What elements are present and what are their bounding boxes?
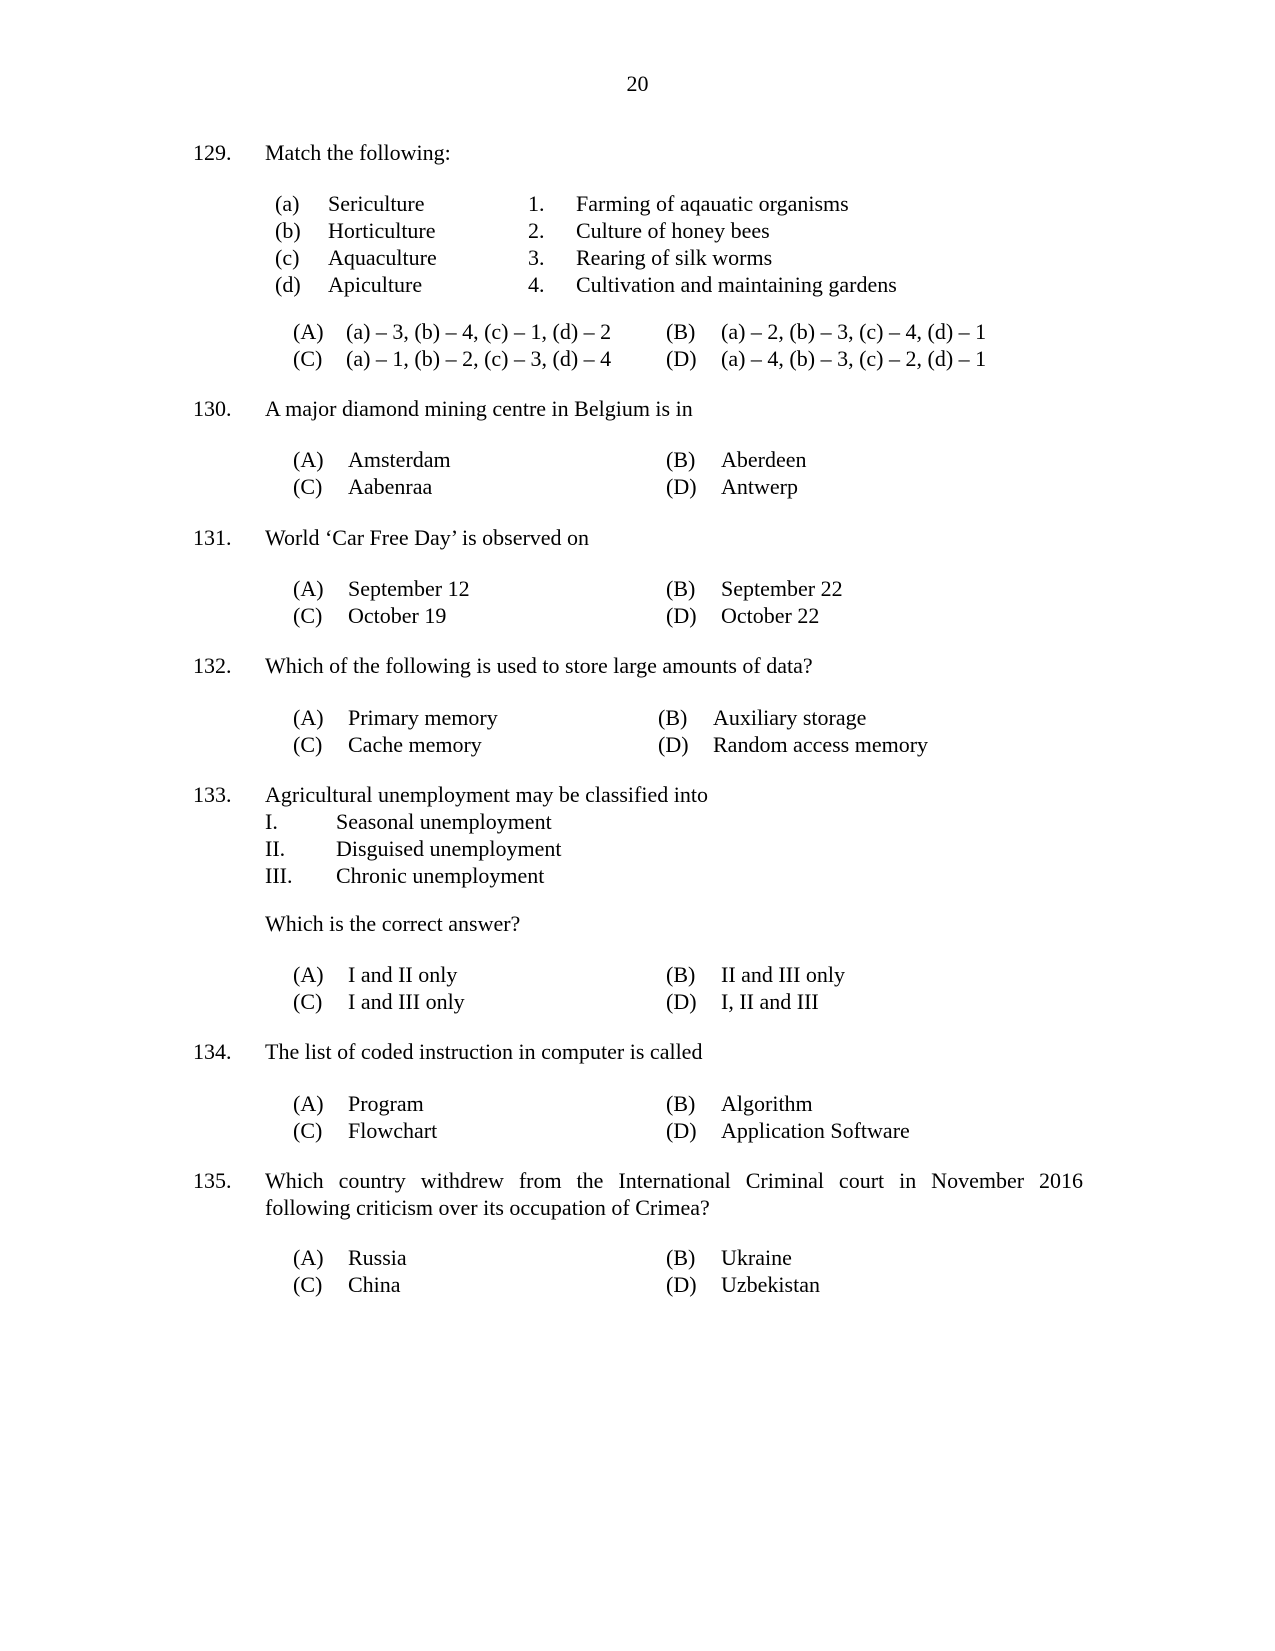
options-135 bbox=[193, 1244, 1083, 1298]
options-131 bbox=[193, 575, 1083, 629]
option-text: October 22 bbox=[721, 603, 820, 628]
option-label: (D) bbox=[666, 1118, 697, 1143]
match-row bbox=[193, 190, 1083, 217]
option-label: (B) bbox=[666, 447, 696, 472]
match-table bbox=[193, 190, 1083, 298]
match-description: Culture of honey bees bbox=[576, 218, 770, 243]
option-label: (C) bbox=[293, 474, 323, 499]
option-text: Random access memory bbox=[713, 732, 929, 757]
option-row bbox=[193, 602, 1083, 629]
option-text: Aabenraa bbox=[348, 474, 433, 499]
question-text-line-2: following criticism over its occupation of Crimea? bbox=[265, 1195, 710, 1220]
question-134 bbox=[193, 1038, 1083, 1065]
option-label: (A) bbox=[293, 1091, 324, 1116]
option-row bbox=[193, 704, 1083, 731]
question-text: Which of the following is used to store large amounts of data? bbox=[265, 653, 813, 678]
option-text: (a) – 1, (b) – 2, (c) – 3, (d) – 4 bbox=[346, 346, 612, 371]
question-number: 132. bbox=[193, 653, 232, 678]
statement-row bbox=[193, 835, 1083, 862]
options-130 bbox=[193, 446, 1083, 500]
option-row bbox=[193, 345, 1083, 372]
option-text: China bbox=[348, 1272, 401, 1297]
option-row bbox=[193, 731, 1083, 758]
option-row bbox=[193, 446, 1083, 473]
option-text: Algorithm bbox=[721, 1091, 813, 1116]
option-label: (A) bbox=[293, 705, 324, 730]
option-label: (C) bbox=[293, 346, 323, 371]
match-number: 1. bbox=[528, 191, 545, 216]
option-text: I, II and III bbox=[721, 989, 819, 1014]
option-label: (A) bbox=[293, 447, 324, 472]
question-number: 134. bbox=[193, 1039, 232, 1064]
option-text: Program bbox=[348, 1091, 424, 1116]
option-row bbox=[193, 961, 1083, 988]
statement-text: Disguised unemployment bbox=[336, 836, 562, 861]
option-label: (C) bbox=[293, 732, 323, 757]
option-row bbox=[193, 1117, 1083, 1144]
match-letter: (d) bbox=[275, 272, 301, 297]
question-prompt: Which is the correct answer? bbox=[265, 911, 521, 936]
option-label: (D) bbox=[658, 732, 689, 757]
option-label: (D) bbox=[666, 1272, 697, 1297]
option-text: September 22 bbox=[721, 576, 843, 601]
match-number: 3. bbox=[528, 245, 545, 270]
match-description: Rearing of silk worms bbox=[576, 245, 773, 270]
option-label: (D) bbox=[666, 989, 697, 1014]
option-label: (B) bbox=[666, 319, 696, 344]
question-text: The list of coded instruction in computer is called bbox=[265, 1039, 703, 1064]
match-description: Cultivation and maintaining gardens bbox=[576, 272, 897, 297]
option-label: (C) bbox=[293, 1118, 323, 1143]
option-label: (A) bbox=[293, 576, 324, 601]
question-133 bbox=[193, 781, 1083, 889]
match-description: Farming of aqauatic organisms bbox=[576, 191, 849, 216]
match-letter: (c) bbox=[275, 245, 300, 270]
option-text: II and III only bbox=[721, 962, 846, 987]
option-text: Antwerp bbox=[721, 474, 798, 499]
question-135 bbox=[193, 1167, 1083, 1221]
match-item: Aquaculture bbox=[328, 245, 437, 270]
option-row bbox=[193, 318, 1083, 345]
match-item: Horticulture bbox=[328, 218, 436, 243]
question-132 bbox=[193, 652, 1083, 679]
statement-row bbox=[193, 808, 1083, 835]
option-label: (B) bbox=[666, 576, 696, 601]
statement-number: III. bbox=[265, 863, 293, 888]
question-number: 129. bbox=[193, 140, 232, 165]
option-text: I and II only bbox=[348, 962, 458, 987]
option-text: Russia bbox=[348, 1245, 407, 1270]
option-label: (D) bbox=[666, 474, 697, 499]
match-row bbox=[193, 271, 1083, 298]
match-number: 4. bbox=[528, 272, 545, 297]
question-number: 133. bbox=[193, 782, 232, 807]
match-row bbox=[193, 244, 1083, 271]
statement-number: II. bbox=[265, 836, 286, 861]
option-label: (A) bbox=[293, 319, 324, 344]
option-label: (A) bbox=[293, 962, 324, 987]
option-row bbox=[193, 473, 1083, 500]
options-132 bbox=[193, 704, 1083, 758]
question-text: A major diamond mining centre in Belgium is in bbox=[265, 396, 693, 421]
option-label: (B) bbox=[658, 705, 688, 730]
match-letter: (a) bbox=[275, 191, 300, 216]
option-label: (B) bbox=[666, 1245, 696, 1270]
question-text: Match the following: bbox=[265, 140, 451, 165]
question-130 bbox=[193, 395, 1083, 422]
option-label: (C) bbox=[293, 603, 323, 628]
option-label: (D) bbox=[666, 603, 697, 628]
option-text: Uzbekistan bbox=[721, 1272, 820, 1297]
option-text: (a) – 3, (b) – 4, (c) – 1, (d) – 2 bbox=[346, 319, 612, 344]
match-letter: (b) bbox=[275, 218, 301, 243]
question-131 bbox=[193, 524, 1083, 551]
match-item: Sericulture bbox=[328, 191, 425, 216]
option-text: September 12 bbox=[348, 576, 470, 601]
match-item: Apiculture bbox=[328, 272, 423, 297]
option-label: (A) bbox=[293, 1245, 324, 1270]
option-text: Primary memory bbox=[348, 705, 498, 730]
option-text: Ukraine bbox=[721, 1245, 792, 1270]
option-text: Auxiliary storage bbox=[713, 705, 867, 730]
question-number: 131. bbox=[193, 525, 232, 550]
question-129 bbox=[193, 139, 1083, 166]
question-text: World ‘Car Free Day’ is observed on bbox=[265, 525, 590, 550]
option-text: Application Software bbox=[721, 1118, 910, 1143]
option-label: (B) bbox=[666, 1091, 696, 1116]
option-label: (C) bbox=[293, 989, 323, 1014]
option-text: (a) – 4, (b) – 3, (c) – 2, (d) – 1 bbox=[721, 346, 987, 371]
question-text-line-1: Which country withdrew from the International Criminal court in November 2016 bbox=[265, 1168, 1083, 1193]
statement-number: I. bbox=[265, 809, 278, 834]
option-text: Amsterdam bbox=[348, 447, 451, 472]
question-text: Agricultural unemployment may be classified into bbox=[265, 782, 708, 807]
match-number: 2. bbox=[528, 218, 545, 243]
option-row bbox=[193, 1244, 1083, 1271]
statement-row bbox=[193, 862, 1083, 889]
options-133 bbox=[193, 961, 1083, 1015]
option-text: I and III only bbox=[348, 989, 465, 1014]
question-number: 135. bbox=[193, 1168, 232, 1193]
option-row bbox=[193, 988, 1083, 1015]
option-text: Flowchart bbox=[348, 1118, 438, 1143]
option-row bbox=[193, 1090, 1083, 1117]
option-text: October 19 bbox=[348, 603, 447, 628]
option-label: (C) bbox=[293, 1272, 323, 1297]
question-133-prompt bbox=[193, 910, 1083, 937]
option-row bbox=[193, 575, 1083, 602]
question-number: 130. bbox=[193, 396, 232, 421]
option-text: Cache memory bbox=[348, 732, 482, 757]
option-label: (D) bbox=[666, 346, 697, 371]
options-134 bbox=[193, 1090, 1083, 1144]
options-129 bbox=[193, 318, 1083, 372]
option-row bbox=[193, 1271, 1083, 1298]
option-label: (B) bbox=[666, 962, 696, 987]
option-text: (a) – 2, (b) – 3, (c) – 4, (d) – 1 bbox=[721, 319, 987, 344]
page-number: 20 bbox=[626, 71, 649, 96]
option-text: Aberdeen bbox=[721, 447, 807, 472]
statement-text: Chronic unemployment bbox=[336, 863, 545, 888]
statement-text: Seasonal unemployment bbox=[336, 809, 552, 834]
match-row bbox=[193, 217, 1083, 244]
